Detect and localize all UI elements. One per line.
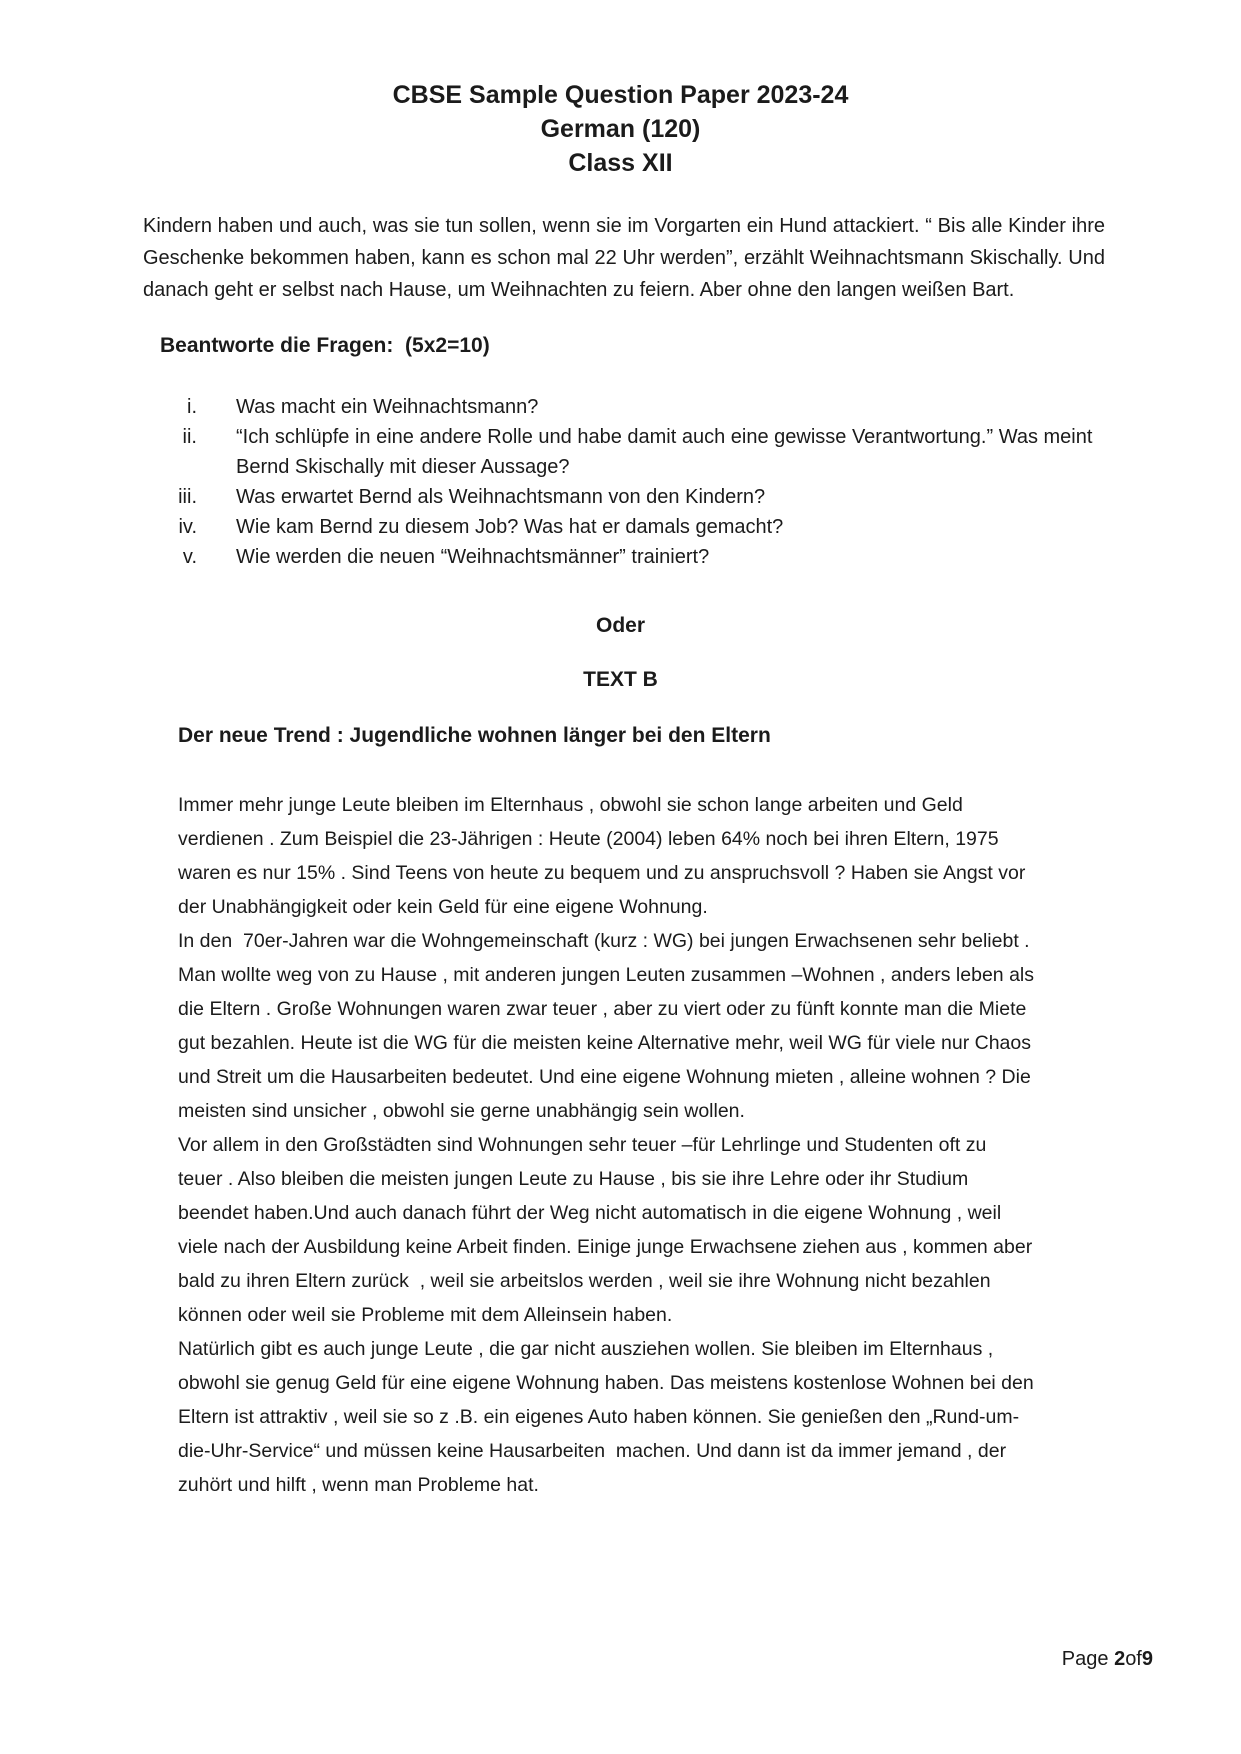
question-number: iii.: [178, 486, 197, 508]
page-footer: [1040, 1617, 1153, 1701]
text-b-body: [178, 788, 1040, 1502]
subject-line: German (120): [540, 115, 701, 143]
question-number: v.: [182, 546, 197, 568]
question-text: Wie werden die neuen “Weihnachtsmänner” trainiert?: [236, 546, 710, 568]
text-b-paragraph: Natürlich gibt es auch junge Leute , die gar nicht ausziehen wollen. Sie bleiben im Elternhaus , obwohl sie genug Geld für eine eigene Wohnung haben. Das meistens kostenlose Wohnen bei den Eltern ist attraktiv , weil sie so z .B. ein eigenes Auto haben können. Sie genießen den „Rund-um-die-Uhr-Service“ und müssen keine Hausarbeiten machen. Und dann ist da immer jemand , der zuhört und hilft , wenn man Probleme hat.: [178, 1338, 1040, 1496]
question-number: i.: [187, 396, 197, 418]
intro-paragraph: Kindern haben und auch, was sie tun sollen, wenn sie im Vorgarten ein Hund attackiert. “ Bis alle Kinder ihre Geschenke bekommen haben, kann es schon mal 22 Uhr werden”, erzählt Weihnachtsmann Skischally. Und danach geht er selbst nach Hause, um Weihnachten zu feiern. Aber ohne den langen weißen Bart.: [143, 215, 1111, 301]
text-b-title: Der neue Trend : Jugendliche wohnen länger bei den Eltern: [178, 724, 771, 747]
paper-title: CBSE Sample Question Paper 2023-24: [392, 81, 849, 109]
question-text: “Ich schlüpfe in eine andere Rolle und habe damit auch eine gewisse Verantwortung.” Was meint Bernd Skischally mit dieser Aussage?: [236, 426, 1098, 478]
text-b-paragraph: Immer mehr junge Leute bleiben im Elternhaus , obwohl sie schon lange arbeiten und Geld verdienen . Zum Beispiel die 23-Jährigen : Heute (2004) leben 64% noch bei ihren Eltern, 1975 waren es nur 15% . Sind Teens von heute zu bequem und zu anspruchsvoll ? Haben sie Angst vor der Unabhängigkeit oder kein Geld für eine eigene Wohnung.: [178, 794, 1031, 918]
question-item: [143, 542, 1105, 572]
question-text: Was macht ein Weihnachtsmann?: [236, 396, 539, 418]
class-line: Class XII: [568, 149, 673, 177]
question-number: ii.: [182, 426, 197, 448]
question-list: [143, 392, 1105, 572]
question-text: Was erwartet Bernd als Weihnachtsmann von den Kindern?: [236, 486, 766, 508]
text-b-paragraph: Vor allem in den Großstädten sind Wohnungen sehr teuer –für Lehrlinge und Studenten oft zu teuer . Also bleiben die meisten jungen Leute zu Hause , bis sie ihre Lehre oder ihr Studium beendet haben.Und auch danach führt der Weg nicht automatisch in die eigene Wohnung , weil viele nach der Ausbildung keine Arbeit finden. Einige junge Erwachsene ziehen aus , kommen aber bald zu ihren Eltern zurück , weil sie arbeitslos werden , weil sie ihre Wohnung nicht bezahlen können oder weil sie Probleme mit dem Alleinsein haben.: [178, 1134, 1038, 1326]
question-item: [143, 422, 1105, 482]
footer-page-number: 2: [1114, 1648, 1126, 1670]
document-header: [0, 0, 1241, 180]
question-item: [143, 392, 1105, 422]
or-separator: Oder: [595, 614, 645, 637]
questions-heading: Beantworte die Fragen: (5x2=10): [160, 334, 490, 357]
question-text: Wie kam Bernd zu diesem Job? Was hat er damals gemacht?: [236, 516, 784, 538]
footer-total-pages: 9: [1141, 1648, 1153, 1670]
question-item: [143, 482, 1105, 512]
text-b-label: TEXT B: [583, 668, 658, 691]
text-b-paragraph: In den 70er-Jahren war die Wohngemeinschaft (kurz : WG) bei jungen Erwachsenen sehr beliebt . Man wollte weg von zu Hause , mit anderen jungen Leuten zusammen –Wohnen , anders leben als die Eltern . Große Wohnungen waren zwar teuer , aber zu viert oder zu fünft konnte man die Miete gut bezahlen. Heute ist die WG für die meisten keine Alternative mehr, weil WG für viele nur Chaos und Streit um die Hausarbeiten bedeutet. Und eine eigene Wohnung mieten , alleine wohnen ? Die meisten sind unsicher , obwohl sie gerne unabhängig sein wollen.: [178, 930, 1040, 1122]
footer-of-label: of: [1125, 1648, 1142, 1670]
footer-page-label: Page: [1061, 1648, 1115, 1670]
question-number: iv.: [178, 516, 197, 538]
question-item: [143, 512, 1105, 542]
